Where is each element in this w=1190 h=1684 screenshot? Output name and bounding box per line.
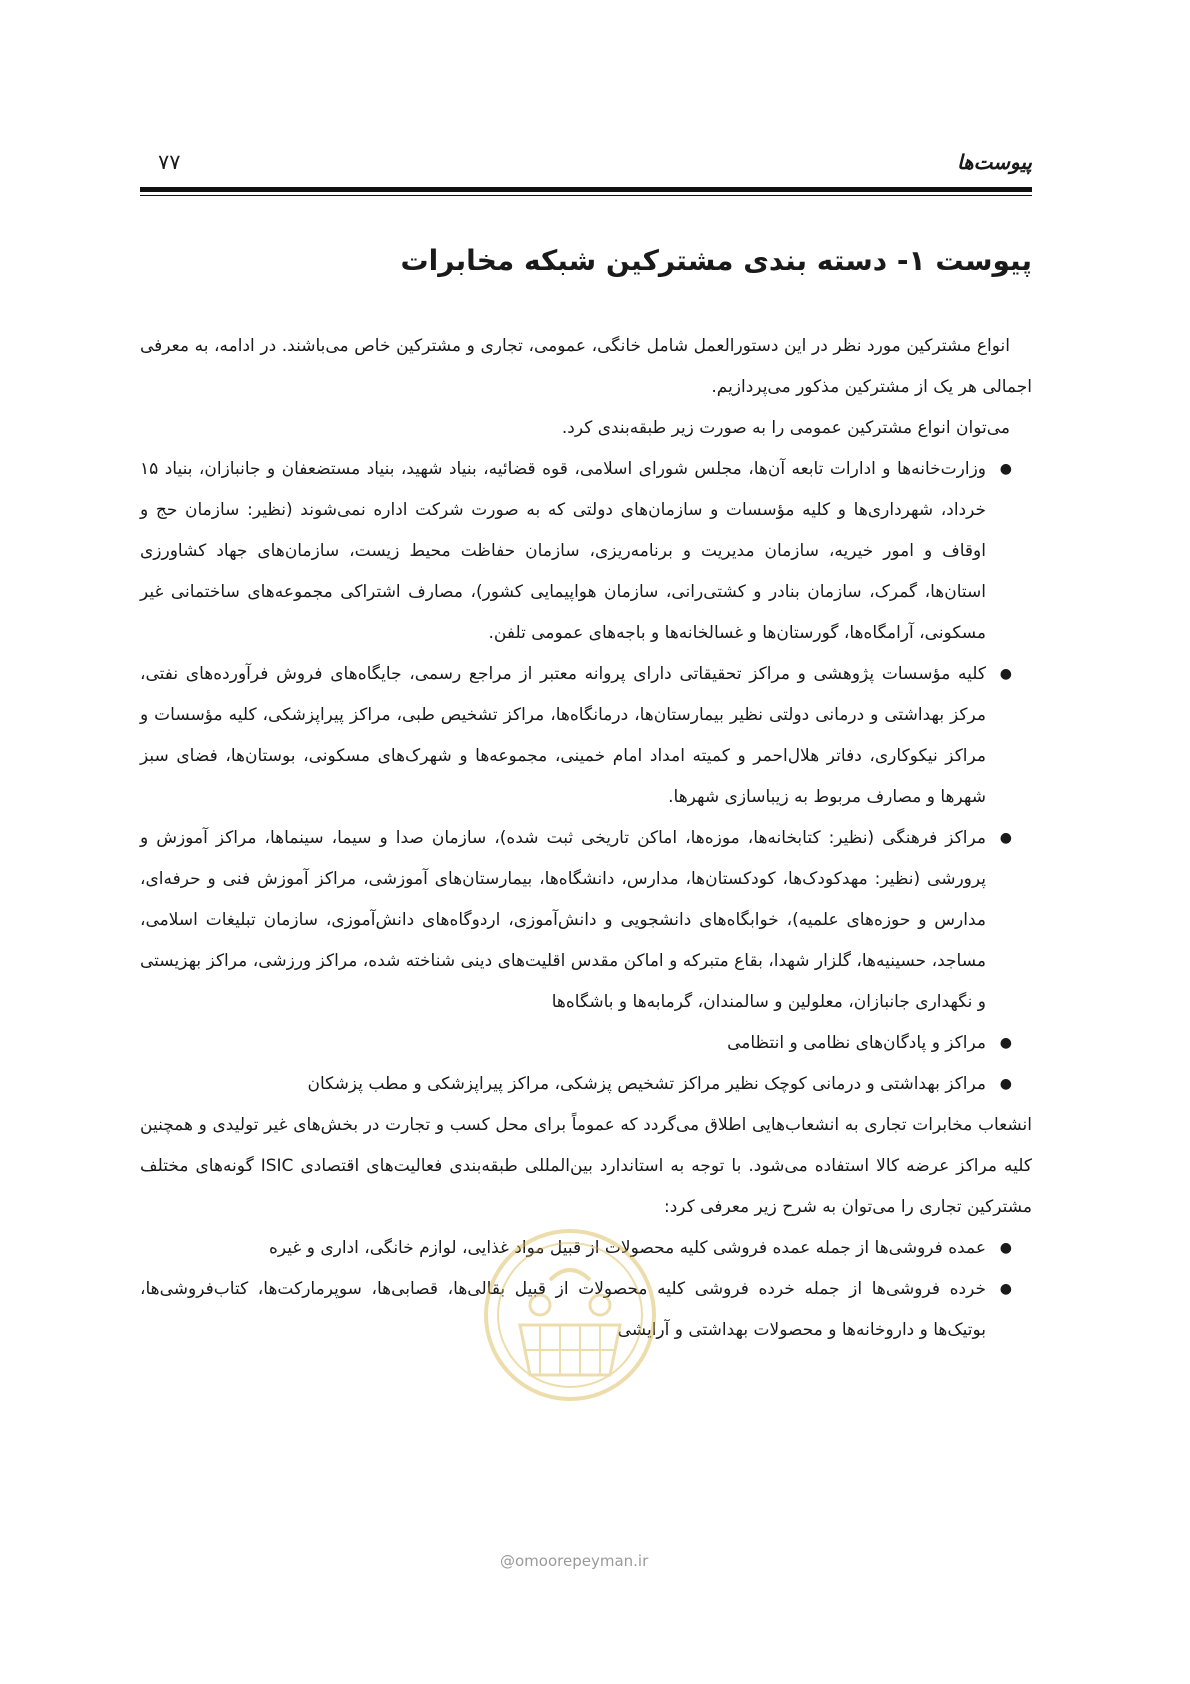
list-item-text: عمده فروشی‌ها از جمله عمده فروشی کلیه محصولات از قبیل مواد غذایی، لوازم خانگی، اداری و غیره — [269, 1238, 986, 1258]
commercial-paragraph: انشعاب مخابرات تجاری به انشعاب‌هایی اطلاق می‌گردد که عموماً برای محل کسب و تجارت در بخش‌های غیر تولیدی و همچنین کلیه مراکز عرضه کالا استفاده می‌شود. با توجه به استاندارد بین‌المللی طبقه‌بندی فعالیت‌های اقتصادی ISIC گونه‌های مختلف مشترکین تجاری را می‌توان به شرح زیر معرفی کرد: — [140, 1115, 1032, 1217]
list-item-text: کلیه مؤسسات پژوهشی و مراکز تحقیقاتی دارای پروانه معتبر از مراجع رسمی، جایگاه‌های فروش فرآورده‌های نفتی، مرکز بهداشتی و درمانی دولتی نظیر بیمارستان‌ها، درمانگاه‌ها، مراکز تشخیص طبی، مراکز پیراپزشکی، کلیه مؤسسات و مراکز نیکوکاری، دفاتر هلال‌احمر و کمیته امداد امام خمینی، مجموعه‌ها و شهرک‌های مسکونی، بوستان‌ها، فضای سبز شهرها و مصارف مربوط به زیباسازی شهرها. — [140, 664, 986, 807]
intro-paragraph: انواع مشترکین مورد نظر در این دستورالعمل شامل خانگی، عمومی، تجاری و مشترکین خاص می‌باشند. در ادامه، به معرفی اجمالی هر یک از مشترکین مذکور می‌پردازیم. — [140, 336, 1032, 397]
page-title: پیوست ۱- دسته بندی مشترکین شبکه مخابرات — [400, 244, 1032, 277]
list-item — [140, 1064, 1012, 1105]
list-item — [140, 1228, 1012, 1269]
list-item-text: وزارت‌خانه‌ها و ادارات تابعه آن‌ها، مجلس شورای اسلامی، قوه قضائیه، بنیاد شهید، بنیاد مستضعفان و جانبازان، بنیاد ۱۵ خرداد، شهرداری‌ها و کلیه مؤسسات و سازمان‌های دولتی که به صورت شرکت اداره نمی‌شوند (نظیر: سازمان حج و اوقاف و امور خیریه، سازمان مدیریت و برنامه‌ریزی، سازمان حفاظت محیط زیست، سازمان‌های جهاد کشاورزی استان‌ها، گمرک، سازمان بنادر و کشتی‌رانی، سازمان هواپیمایی کشور)، مصارف اشتراکی مجموعه‌های ساختمانی غیر مسکونی، آرامگاه‌ها، گورستان‌ها و غسالخانه‌ها و باجه‌های عمومی تلفن. — [140, 459, 986, 643]
header-rule-thick — [140, 187, 1032, 192]
bullet-icon: ● — [999, 1035, 1012, 1051]
public-lead-paragraph: می‌توان انواع مشترکین عمومی را به صورت زیر طبقه‌بندی کرد. — [561, 418, 1010, 438]
list-item — [140, 1023, 1012, 1064]
list-item-text: مراکز بهداشتی و درمانی کوچک نظیر مراکز تشخیص پزشکی، مراکز پیراپزشکی و مطب پزشکان — [307, 1074, 986, 1094]
list-item — [140, 654, 1012, 818]
bullet-icon: ● — [999, 830, 1012, 846]
bullet-icon: ● — [999, 1240, 1012, 1256]
list-item — [140, 818, 1012, 1023]
list-item-text: مراکز فرهنگی (نظیر: کتابخانه‌ها، موزه‌ها، اماکن تاریخی ثبت شده)، سازمان صدا و سیما، سینماها، مراکز آموزش و پرورشی (نظیر: مهدکودک‌ها، کودکستان‌ها، مدارس، دانشگاه‌ها، بیمارستان‌های آموزشی، مراکز آموزش فنی و حرفه‌ای، مدارس و حوزه‌های علمیه)، خوابگاه‌های دانشجویی و دانش‌آموزی، اردوگاه‌های دانش‌آموزی، سازمان تبلیغات اسلامی، مساجد، حسینیه‌ها، گلزار شهدا، بقاع متبرکه و اماکن مقدس اقلیت‌های دینی شناخته شده، مراکز ورزشی، مراکز بهزیستی و نگهداری جانبازان، معلولین و سالمندان، گرمابه‌ها و باشگاه‌ها — [140, 828, 986, 1012]
bullet-icon: ● — [999, 1076, 1012, 1092]
header-rule-thin — [140, 195, 1032, 196]
commercial-subscribers-list — [140, 1228, 1032, 1351]
list-item-text: خرده فروشی‌ها از جمله خرده فروشی کلیه محصولات از قبیل بقالی‌ها، قصابی‌ها، سوپرمارکت‌ها، کتاب‌فروشی‌ها، بوتیک‌ها و داروخانه‌ها و محصولات بهداشتی و آرایشی — [140, 1279, 986, 1340]
bullet-icon: ● — [999, 1281, 1012, 1297]
list-item — [140, 449, 1012, 654]
list-item-text: مراکز و پادگان‌های نظامی و انتظامی — [727, 1033, 986, 1053]
public-subscribers-list — [140, 449, 1032, 1105]
document-body — [140, 326, 1032, 1351]
list-item — [140, 1269, 1012, 1351]
bullet-icon: ● — [999, 666, 1012, 682]
running-header — [140, 150, 1032, 180]
page-number: ۷۷ — [158, 150, 181, 174]
watermark-url: @omoorepeyman.ir — [500, 1552, 649, 1570]
header-section-name: پیوست‌ها — [957, 150, 1032, 174]
bullet-icon: ● — [999, 461, 1012, 477]
